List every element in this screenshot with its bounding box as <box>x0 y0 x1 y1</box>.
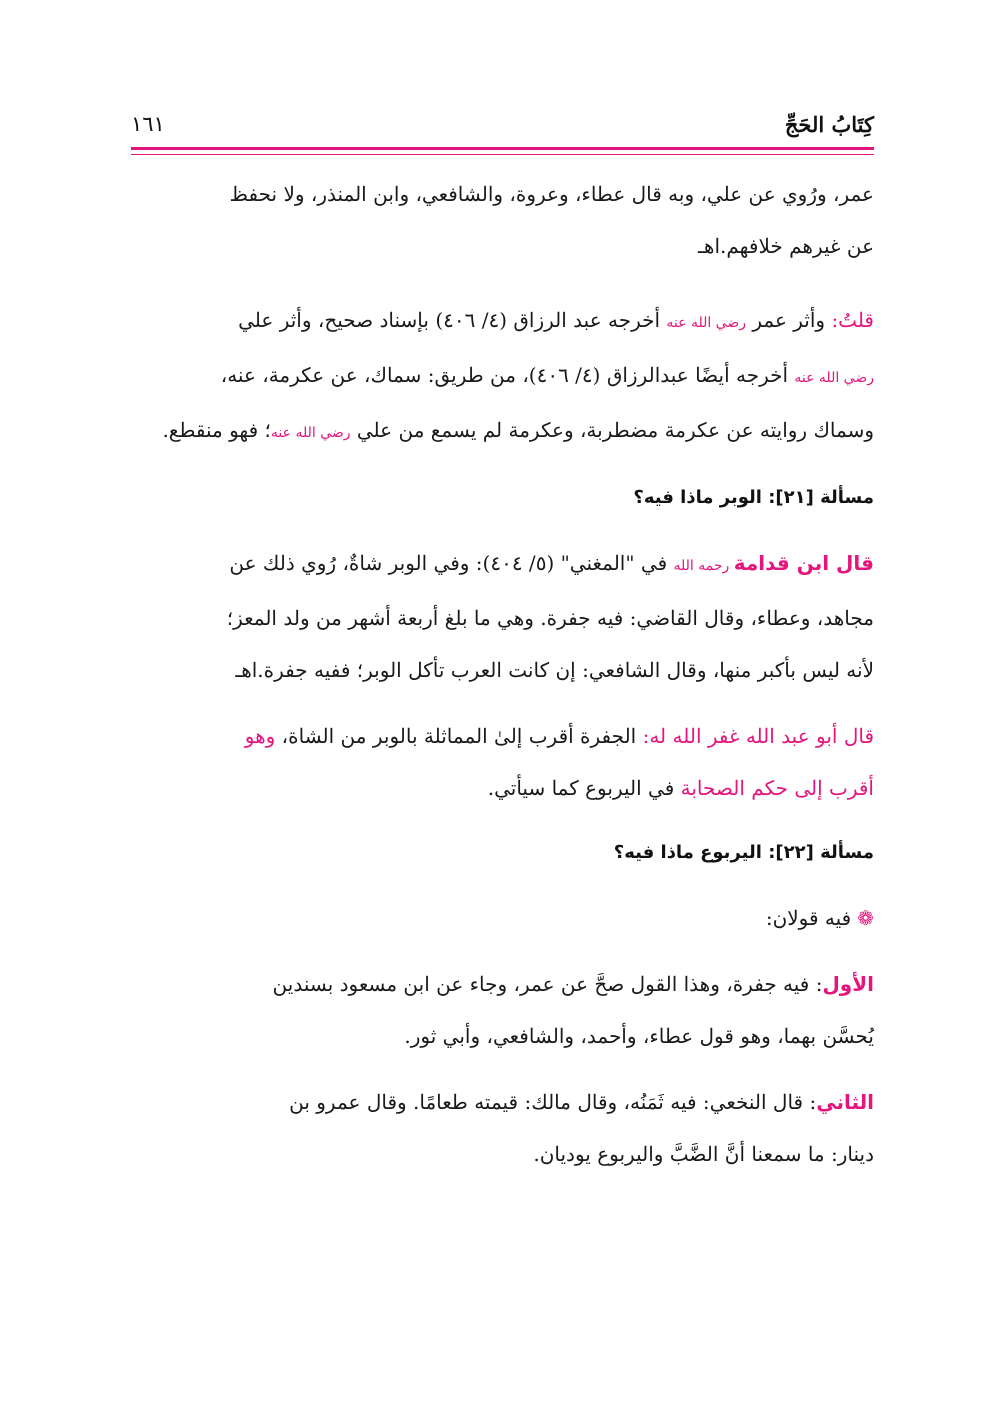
paragraph-author-opinion: قال أبو عبد الله غفر الله له: الجفرة أقرب إلىٰ المماثلة بالوبر من الشاة، وهو أقرب إلى حكم الصحابة في اليربوع كما سيأتي. <box>244 724 874 800</box>
paragraph-author-note: قلتُ: وأثر عمر رضي الله عنه أخرجه عبد الرزاق (٤/ ٤٠٦) بإسناد صحيح، وأثر علي رضي الله عنه أخرجه أيضًا عبدالرزاق (٤/ ٤٠٦)، من طريق: سماك، عن عكرمة، عنه، وسماك روايته عن عكرمة مضطربة، وعكرمة لم يسمع من علي رضي الله عنه؛ فهو منقطع. <box>162 308 874 442</box>
paragraph-continuation <box>131 168 874 272</box>
page-number: ١٦١ <box>131 112 165 136</box>
honorific-icon: رضي الله عنه <box>794 370 874 386</box>
flower-ornament-icon: ❁ <box>857 906 874 930</box>
line: عمر، ورُوي عن علي، وبه قال عطاء، وعروة، والشافعي، وابن المنذر، ولا نحفظ <box>229 182 874 206</box>
paragraph-first-opinion: الأول: فيه جفرة، وهذا القول صحَّ عن عمر، وجاء عن ابن مسعود بسندين يُحسَّن بهما، وهو قول عطاء، وأحمد، والشافعي، وأبي ثور. <box>272 972 874 1048</box>
author-lead: قال أبو عبد الله غفر الله له: <box>642 724 874 748</box>
honorific-icon: رضي الله عنه <box>270 425 351 441</box>
paragraph-ibn-qudama: قال ابن قدامة رحمه الله في "المغني" (٥/ ٤٠٤): وفي الوبر شاةٌ، رُوي ذلك عن مجاهد، وعطاء، وقال القاضي: فيه جفرة. وهي ما بلغ أربعة أشهر من ولد المعز؛ لأنه ليس بأكبر منها، وقال الشافعي: إن كانت العرب تأكل الوبر؛ ففيه جفرة.اهـ <box>226 551 874 682</box>
issue-label: مسألة [٢١]: <box>768 487 874 508</box>
opinion-lead: الثاني <box>816 1090 874 1114</box>
issue-heading-22 <box>131 828 874 878</box>
header-rule-thick <box>131 147 874 150</box>
honorific-icon: رضي الله عنه <box>666 315 747 331</box>
note-lead: قلتُ: <box>831 308 874 332</box>
book-page <box>131 0 874 1418</box>
chapter-title: كِتَابُ الحَجِّ <box>784 112 874 137</box>
issue-title: الوبر ماذا فيه؟ <box>633 487 769 508</box>
page-content <box>131 168 874 1180</box>
bullet-line: ❁فيه قولان: <box>765 906 874 930</box>
paragraph-second-opinion: الثاني: قال النخعي: فيه ثَمَنُه، وقال مالك: قيمته طعامًا. وقال عمرو بن دينار: ما سمعنا أنَّ الضَّبَّ واليربوع يوديان. <box>289 1090 874 1166</box>
issue-heading-21 <box>131 473 874 523</box>
opinion-lead: الأول <box>822 972 874 996</box>
line: عن غيرهم خلافهم.اهـ <box>698 234 874 258</box>
honorific-icon: رحمه الله <box>673 558 734 574</box>
quote-lead: قال ابن قدامة <box>733 551 874 575</box>
issue-label: مسألة [٢٢]: <box>768 842 874 863</box>
issue-title: اليربوع ماذا فيه؟ <box>613 842 769 863</box>
page-header <box>131 112 874 146</box>
header-rule-thin <box>131 154 874 155</box>
